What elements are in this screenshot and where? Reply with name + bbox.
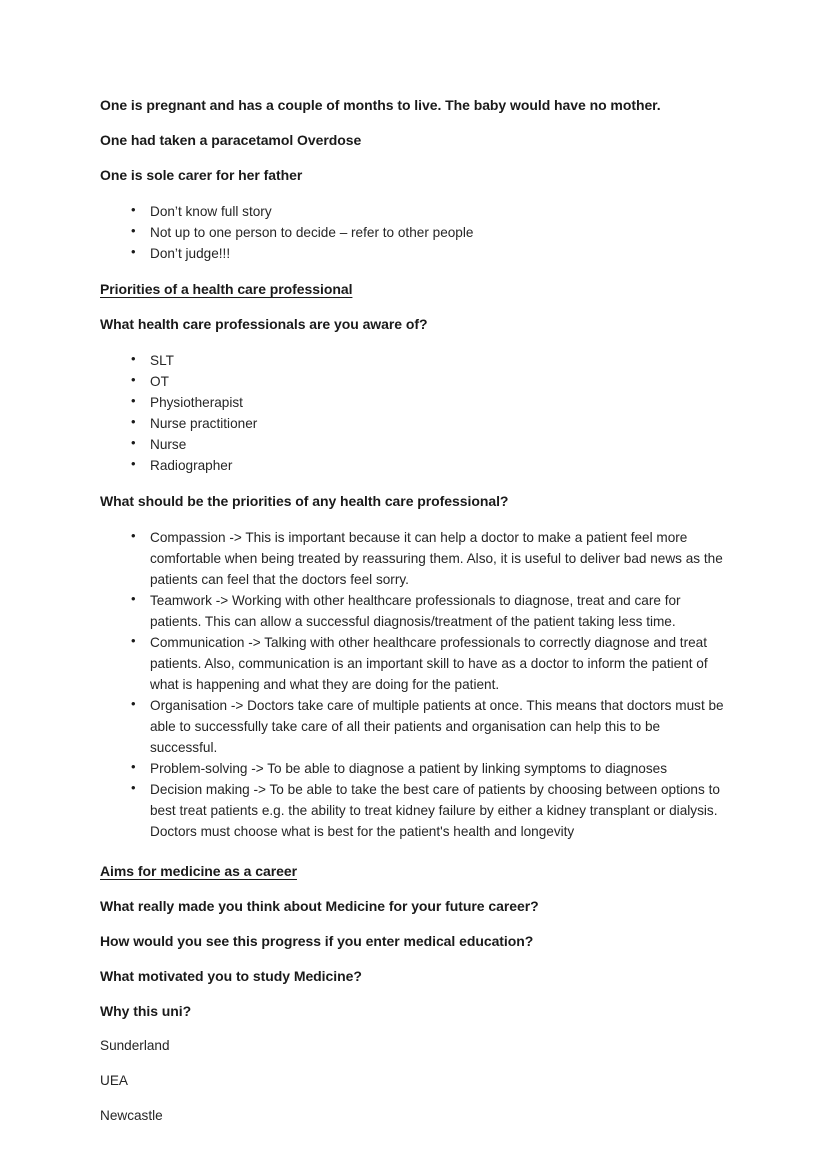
question-priorities: What should be the priorities of any health care professional?	[100, 492, 509, 509]
section-heading-aims: Aims for medicine as a career	[100, 862, 297, 879]
scenario-statement: One is pregnant and has a couple of months to live. The baby would have no mother.	[100, 97, 661, 113]
scenario-statement: One is sole carer for her father	[100, 166, 303, 183]
list-item: • Compassion -> This is important because it can help a doctor to make a patient feel more comfortable when being treated by reassuring them. Also, it is useful to deliver bad news as the patients can feel that the doctors feel sorry.	[100, 527, 728, 590]
section-heading-priorities-wrap	[100, 280, 728, 299]
list-item: • Problem-solving -> To be able to diagnose a patient by linking symptoms to diagnoses	[100, 758, 728, 779]
list-item: • Decision making -> To be able to take the best care of patients by choosing between options to best treat patients e.g. the ability to treat kidney failure by either a kidney transplant or dialysis. Doctors must choose what is best for the patient's health and longevity	[100, 779, 728, 842]
list-item: • Nurse	[100, 434, 728, 455]
university-name: Newcastle	[100, 1108, 163, 1124]
list-item: • Communication -> Talking with other healthcare professionals to correctly diagnose and treat patients. Also, communication is an important skill to have as a doctor to inform the patient of what is happening and what they are doing for the patient.	[100, 632, 728, 695]
list-item: • Organisation -> Doctors take care of multiple patients at once. This means that doctors must be able to successfully take care of all their patients and organisation can help this to be successful.	[100, 695, 728, 758]
question-professionals-aware: What health care professionals are you aware of?	[100, 315, 428, 332]
university-name: UEA	[100, 1072, 128, 1088]
document-body	[100, 96, 728, 1125]
list-item: • Nurse practitioner	[100, 413, 728, 434]
university-name: Sunderland	[100, 1037, 170, 1053]
question-why-uni: Why this uni?	[100, 1002, 192, 1019]
question-progress: How would you see this progress if you enter medical education?	[100, 932, 534, 949]
question-motivation: What motivated you to study Medicine?	[100, 967, 362, 984]
professionals-list	[100, 350, 728, 476]
section-heading-aims-wrap	[100, 862, 728, 881]
list-item: • Don’t judge!!!	[100, 243, 728, 264]
priorities-list	[100, 527, 728, 842]
list-item: • Not up to one person to decide – refer to other people	[100, 222, 728, 243]
section-heading-priorities: Priorities of a health care professional	[100, 280, 353, 297]
list-item: • Physiotherapist	[100, 392, 728, 413]
list-item: • Radiographer	[100, 455, 728, 476]
list-item: • Teamwork -> Working with other healthcare professionals to diagnose, treat and care for patients. This can allow a successful diagnosis/treatment of the patient taking less time.	[100, 590, 728, 632]
list-item: • Don’t know full story	[100, 201, 728, 222]
question-future-career: What really made you think about Medicine for your future career?	[100, 898, 539, 915]
scenario-bullet-list	[100, 201, 728, 264]
list-item: • OT	[100, 371, 728, 392]
list-item: • SLT	[100, 350, 728, 371]
scenario-statement: One had taken a paracetamol Overdose	[100, 131, 362, 148]
